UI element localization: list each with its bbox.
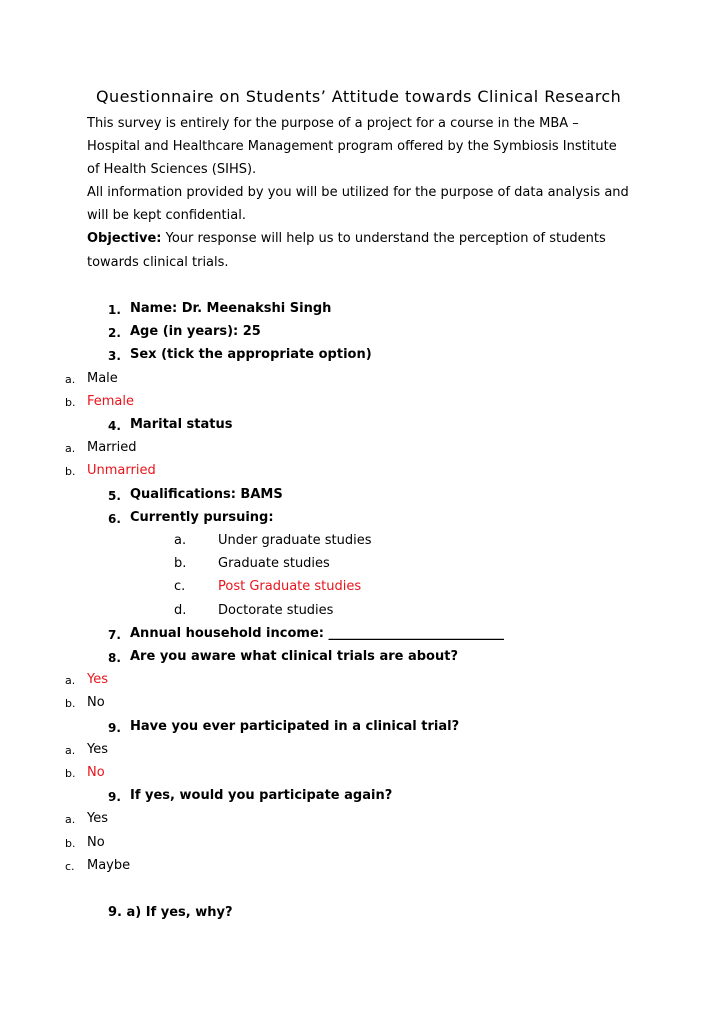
option-marker: b.: [65, 396, 76, 409]
question-marital-status: Marital status: [130, 417, 233, 432]
option-marker: a.: [65, 674, 76, 687]
question-number: 9.: [108, 790, 121, 804]
question-participate-again: If yes, would you participate again?: [130, 788, 393, 803]
option-marker: c.: [65, 860, 75, 873]
option-maybe[interactable]: Maybe: [87, 858, 131, 873]
option-graduate[interactable]: Graduate studies: [218, 556, 330, 571]
option-marker: b.: [65, 697, 76, 710]
question-number: 1.: [108, 303, 121, 317]
option-male[interactable]: Male: [87, 371, 118, 386]
option-marker: b.: [65, 837, 76, 850]
option-doctorate[interactable]: Doctorate studies: [218, 603, 334, 618]
option-marker: c.: [174, 579, 186, 594]
intro-line: of Health Sciences (SIHS).: [87, 162, 257, 177]
question-number: 9.: [108, 721, 121, 735]
option-marker: b.: [65, 465, 76, 478]
option-female-selected[interactable]: Female: [87, 394, 135, 409]
question-qualifications: Qualifications: BAMS: [130, 487, 283, 502]
intro-line: will be kept confidential.: [87, 208, 246, 223]
intro-line: Hospital and Healthcare Management program offered by the Symbiosis Institute: [87, 139, 617, 154]
objective-line-2: towards clinical trials.: [87, 255, 229, 270]
question-age: Age (in years): 25: [130, 324, 261, 339]
option-unmarried-selected[interactable]: Unmarried: [87, 463, 156, 478]
option-no[interactable]: No: [87, 695, 105, 710]
option-marker: a.: [65, 744, 76, 757]
option-undergraduate[interactable]: Under graduate studies: [218, 533, 372, 548]
question-number: 7.: [108, 628, 121, 642]
question-currently-pursuing: Currently pursuing:: [130, 510, 274, 525]
option-marker: a.: [174, 533, 187, 548]
option-marker: b.: [65, 767, 76, 780]
question-number: 5.: [108, 489, 121, 503]
question-income[interactable]: Annual household income: ___________________________: [130, 626, 504, 641]
option-marker: d.: [174, 603, 187, 618]
question-aware-clinical-trials: Are you aware what clinical trials are about?: [130, 649, 458, 664]
question-number: 6.: [108, 512, 121, 526]
option-postgraduate-selected[interactable]: Post Graduate studies: [218, 579, 362, 594]
option-marker: a.: [65, 813, 76, 826]
objective-text: Your response will help us to understand the perception of students: [161, 231, 606, 246]
question-number: 3.: [108, 349, 121, 363]
question-number: 2.: [108, 326, 121, 340]
intro-line: All information provided by you will be utilized for the purpose of data analysis and: [87, 185, 629, 200]
option-marker: a.: [65, 442, 76, 455]
option-yes[interactable]: Yes: [87, 742, 108, 757]
option-married[interactable]: Married: [87, 440, 137, 455]
question-name: Name: Dr. Meenakshi Singh: [130, 301, 332, 316]
option-marker: b.: [174, 556, 187, 571]
question-number: 8.: [108, 651, 121, 665]
option-no[interactable]: No: [87, 835, 105, 850]
question-participated: Have you ever participated in a clinical trial?: [130, 719, 460, 734]
question-number: 4.: [108, 419, 121, 433]
objective-label: Objective:: [87, 231, 162, 246]
objective-line: [87, 231, 606, 247]
option-yes[interactable]: Yes: [87, 811, 108, 826]
option-yes-selected[interactable]: Yes: [87, 672, 108, 687]
page-title: Questionnaire on Students’ Attitude towards Clinical Research: [96, 87, 622, 106]
intro-line: This survey is entirely for the purpose of a project for a course in the MBA –: [87, 116, 579, 131]
question-sex: Sex (tick the appropriate option): [130, 347, 372, 362]
option-no-selected[interactable]: No: [87, 765, 105, 780]
option-marker: a.: [65, 373, 76, 386]
question-if-yes-why: 9. a) If yes, why?: [108, 905, 233, 920]
